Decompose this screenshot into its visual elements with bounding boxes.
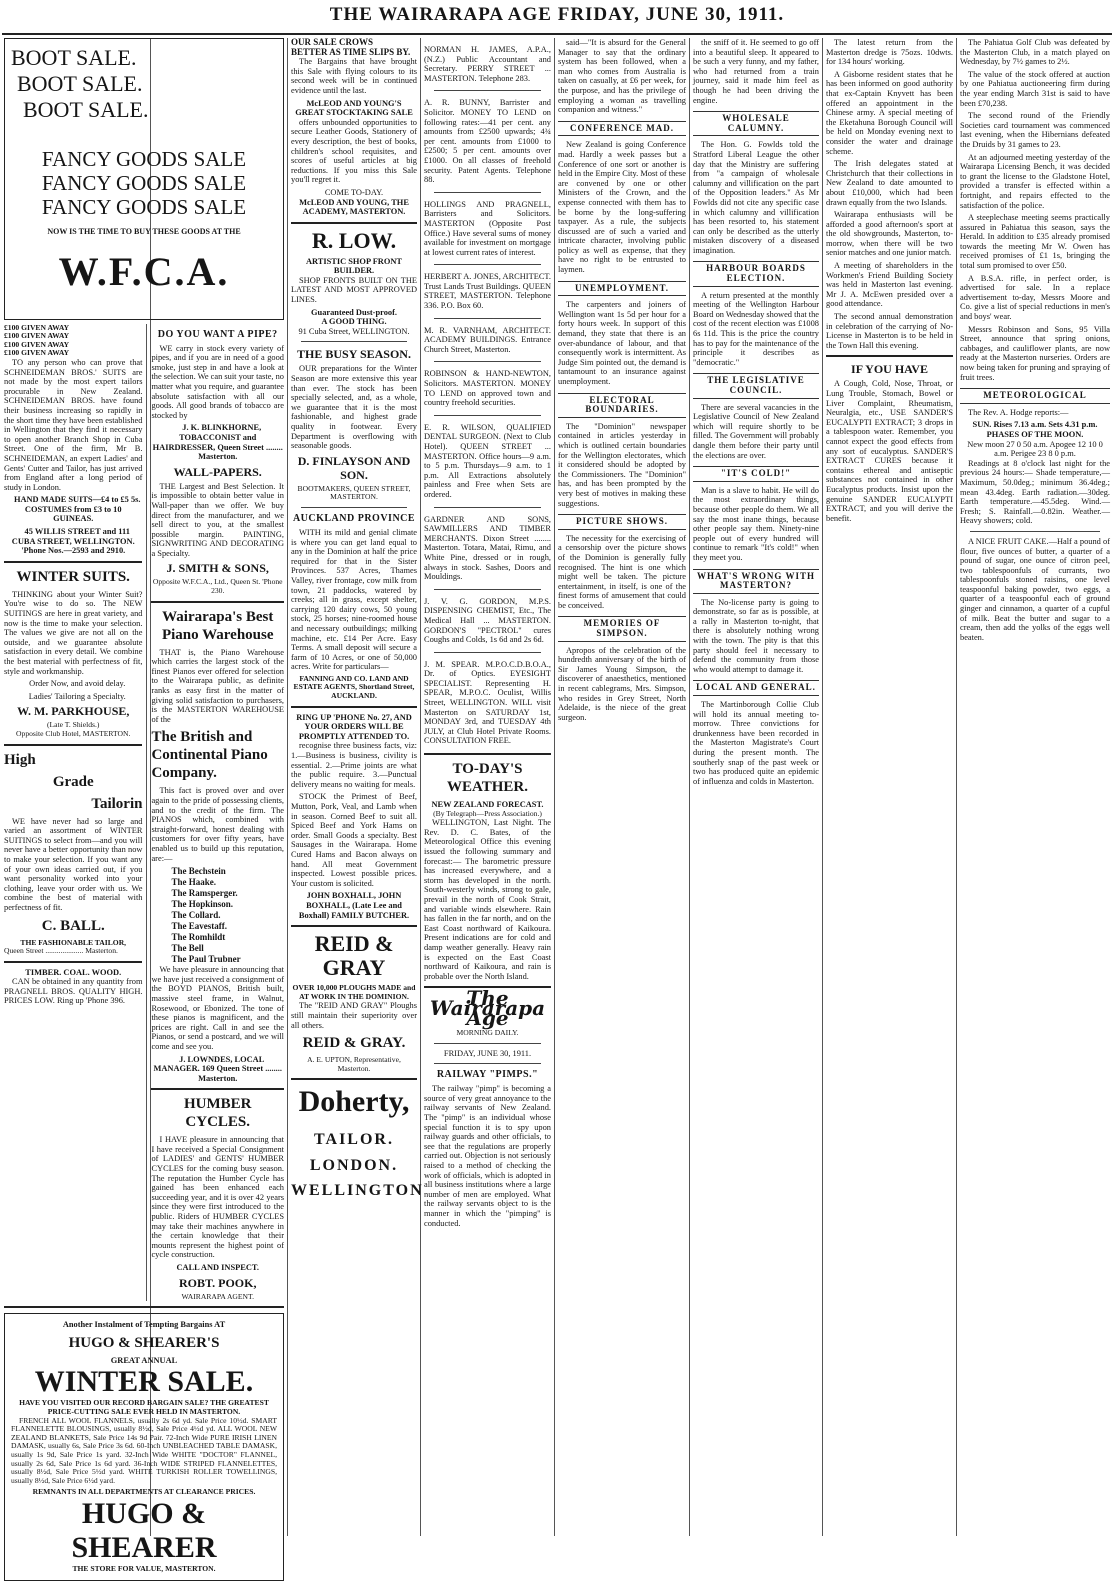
column-divider <box>956 38 957 1536</box>
order-now: Order Now, and avoid delay. <box>29 679 126 689</box>
legislative-heading: THE LEGISLATIVE COUNCIL. <box>693 373 819 398</box>
makers-body: We have pleasure in announcing that we have just received a consignment of the BOYD PIANOS, British built, massive steel frame, in Walnut, Rosewood, or Ebonized. The tone of these pianos is magnificent, and the prices are right. Call in and see the Pianos, or send a postcard, and we will come and see you. <box>151 965 284 1051</box>
dust-proof: Guaranteed Dust-proof. <box>311 307 397 317</box>
winter-suits-heading: WINTER SUITS. <box>16 568 130 585</box>
sun-times: SUN. Rises 7.13 a.m. Sets 4.31 p.m. <box>972 420 1098 430</box>
col8-body-7: Messrs Robinson and Sons, 95 Villa Street, announce that spring onions, cabbages, and cauliflower plants, are now ready at the Masterton nurseries. Orders are now being taken for pruning and spraying of fruit trees. <box>960 324 1110 382</box>
column-4 <box>558 38 686 1536</box>
meteorological-heading: METEOROLOGICAL <box>960 388 1110 404</box>
card-spear: J. M. SPEAR. M.P.O.C.D.B.O.A., Dr. of Optics. EYESIGHT SPECIALIST. Representing H. SPEAR, M.P.O.C. Oculist, Willis Street, WELLINGTON. WILL visit Masterton on SATURDAY 1st, MONDAY 3rd, and TUESDAY 4th JULY, at Club Hotel Private Rooms. CONSULTATION FREE. <box>424 659 551 746</box>
card-gordon: J. V. G. GORDON, M.P.S. DISPENSING CHEMIST, Etc., The Medical Hall ... MASTERTON. GORDON'S "PECTROL" cures Coughs and Colds, 1s 6d and 2s 6d. <box>424 596 551 645</box>
mcleod-heading: McLEOD AND YOUNG'S GREAT STOCKTAKING SALE <box>295 98 413 118</box>
ring-body: recognise three business facts, viz: 1.—Business is business, civility is essential. 2.—Prime joints are what the public require. 3.—Punctual delivery means no waiting for meals. <box>291 741 417 789</box>
boxhall-body: STOCK the Primest of Beef, Mutton, Pork, Veal, and Lamb when in season. Corned Beef to suit all. Spiced Beef and York Hams on order. Small Goods a specialty. Best Sausages in the Wairarapa. Home Cured Hams and Bacon always on hand. All meat Government inspected. Lowest possible prices. Your custom is solicited. <box>291 792 417 888</box>
giveaway-line: £100 GIVEN AWAY <box>4 339 70 349</box>
wellington: WELLINGTON <box>291 1182 424 1200</box>
sander-body: A Cough, Cold, Nose, Throat, or Lung Trouble, Stomach, Bowel or Liver Complaint, Rheumatism, Neuralgia, etc., USE SANDER'S EUCALYPTI EXTRACT; 3 drops in a tablespoon water. Remember, you cannot expect the good effects from any sort of eucalyptus. SANDER'S EXTRACT CURES because it contains ethereal and antiseptic substances not contained in other Eucalyptus products. Insist upon the genuine SANDER EUCALYPTI EXTRACT, and you will derive the benefit. <box>826 379 953 523</box>
column-divider <box>287 38 288 1536</box>
calumny-heading: WHOLESALE CALUMNY. <box>693 111 819 136</box>
card-varnham: M. R. VARNHAM, ARCHITECT. ACADEMY BUILDINGS. Entrance Church Street, Masterton. <box>424 325 551 354</box>
fruit-cake: A NICE FRUIT CAKE.—Half a pound of flour, five ounces of butter, a quarter of a pound of sugar, one ounce of citron peel, two tablespoonfuls of currants, two tablespoonfuls stoned raisins, one level teaspoonful baking powder, two eggs, a quarter of a teaspoonful each of ground ginger and cinnamon, a quarter of a cupful of milk. Beat the butter and sugar to a cream, then add the yolks of the eggs well beaten. <box>960 536 1110 642</box>
column-2 <box>291 37 424 1536</box>
picture-heading: PICTURE SHOWS. <box>558 514 686 530</box>
wallpapers-heading: WALL-PAPERS. <box>173 464 262 479</box>
timber-heading: TIMBER. COAL. WOOD. <box>25 967 122 977</box>
better-as-time: BETTER AS TIME SLIPS BY. <box>291 46 411 57</box>
mcleod-body: offers unbounded opportunities to secure Leather Goods, Stationery of every description, the best of books, children's school requisites, and scores of useful articles at big reductions. If you miss this Sale you'll regret it. <box>291 117 417 185</box>
card-wilson: E. R. WILSON, QUALIFIED DENTAL SURGEON. (Next to Club Hotel). QUEEN STREET ... MASTERTON. Office hours—9 a.m. to 5 p.m. Thursdays—9 a.m. to 1 p.m. All Extractions absolutely painless and Free when Sets are ordered. <box>424 422 551 499</box>
masterton-body: The No-license party is going to demonstrate, so far as is possible, at a rally in Masterton to-night, that there is absolutely nothing wrong with the town. The pity is that this party should feel it necessary to defend the community from those who would attempt to damage it. <box>693 597 819 674</box>
auckland-heading: AUCKLAND PROVINCE <box>292 512 416 524</box>
paper-sub: MORNING DAILY. <box>456 1028 519 1038</box>
unemployment-heading: UNEMPLOYMENT. <box>558 281 686 297</box>
parkhouse-address: Opposite Club Hotel, MASTERTON. <box>16 728 131 738</box>
grade-heading: Grade <box>52 773 94 790</box>
fancy-goods-line: FANCY GOODS SALE <box>41 171 247 195</box>
wallpapers-body: THE Largest and Best Selection. It is impossible to obtain better value in Wall-paper than we offer. We buy direct from the manufacturer, and we sell direct to you, at the smallest possible margin. PAINTING, SIGNWRITING AND DECORATING a Specialty. <box>151 481 284 558</box>
card-hollings: HOLLINGS AND PRAGNELL, Barristers and Solicitors. MASTERTON (Opposite Post Office.) Have several sums of money available for investment on mortgage at lowest current rates of interest. <box>424 199 551 257</box>
hugo-shearer-advert <box>4 1313 284 1580</box>
col7-body-3: Wairarapa enthusiasts will be afforded a good afternoon's sport at the old showgrounds, Masterton, to-morrow, when there will be two senior matches and one junior match. <box>826 210 953 258</box>
now-is-the-time: NOW IS THE TIME TO BUY THESE GOODS AT THE <box>47 227 241 236</box>
simpson-heading: MEMORIES OF SIMPSON. <box>558 616 686 641</box>
fancy-goods-line: FANCY GOODS SALE <box>41 195 247 219</box>
schneideman-address: 45 WILLIS STREET and 111 CUBA STREET, WELLINGTON. 'Phone Nos.—2593 and 2910. <box>11 527 135 556</box>
smith-name: J. SMITH & SONS, <box>166 561 269 576</box>
column-1 <box>4 38 284 1573</box>
great-annual: GREAT ANNUAL <box>110 1355 178 1365</box>
column-divider <box>554 38 555 1536</box>
remnants: REMNANTS IN ALL DEPARTMENTS AT CLEARANCE PRICES. <box>32 1487 256 1497</box>
masthead: THE WAIRARAPA AGE FRIDAY, JUNE 30, 1911. <box>329 4 785 25</box>
wfca-logo: W.F.C.A. <box>58 248 230 294</box>
col5-intro: said—"It is absurd for the General Manager to say that the ordinary system has been followed, when a man who comes from Australia is taken on casually, at £6 per week, for the purpose, and has the privilege of employing a woman as travelling companion and witness." <box>558 38 686 115</box>
blinkhorne: J. K. BLINKHORNE, TOBACCONIST and HAIRDRESSER, Queen Street ........ Masterton. <box>152 423 283 462</box>
fanning: FANNING AND CO. LAND AND ESTATE AGENTS, Shortland Street, AUCKLAND. <box>293 673 415 701</box>
ball-sub: THE FASHIONABLE TAILOR, <box>20 937 127 947</box>
moon-phases-heading: PHASES OF THE MOON. <box>986 429 1084 439</box>
lowndes: J. LOWNDES, LOCAL MANAGER. 169 Queen Street ........ Masterton. <box>153 1054 282 1083</box>
col7-body-4: A meeting of shareholders in the Workmen's Friend Building Society was held in Masterton last evening. Mr J. A. McEwen presided over a good attendance. <box>826 261 953 309</box>
parkhouse-sub: (Late T. Shields.) <box>47 720 100 730</box>
local-heading: LOCAL AND GENERAL. <box>693 680 819 696</box>
pipe-heading: DO YOU WANT A PIPE? <box>157 328 278 340</box>
picture-body: The necessity for the exercising of a censorship over the picture shows of the Dominion is generally fully recognised. The hint is one which might well be taken. The picture entertainment, in itself, is one of the finest forms of amusement that could be conceived. <box>558 533 686 610</box>
good-thing: A GOOD THING. <box>321 317 387 327</box>
col8-body-1: The Pahiatua Golf Club was defeated by the Masterton Club, in a match played on Wednesday, by 7½ games to 2½. <box>960 38 1110 67</box>
cuba-street: 91 Cuba Street, WELLINGTON. <box>298 326 410 336</box>
col7-body-2: The Irish delegates stated at Christchurch that their collections in New Zealand to date amounted to about £10,000, which had been drawn equally from the two Islands. <box>826 159 953 207</box>
wfca-advert <box>4 38 284 320</box>
mcleod-name: McLEOD AND YOUNG, THE ACADEMY, MASTERTON. <box>299 197 409 217</box>
col7-intro: The latest return from the Masterton dredge is 75ozs. 10dwts. for 134 hours' working. <box>826 38 953 67</box>
low-name: R. LOW. <box>311 227 397 253</box>
hugo-items: FRENCH ALL WOOL FLANNELS, usually 2s 6d yd. Sale Price 10½d. SMART FLANNELETTE BLOUSINGS, usually 8½d, Sale Price 4½d yd. ALL WOOL NEW ZEALAND BLANKETS, Sale Price 14s 9d Pair. 72-Inch Wide PURE IRISH LINEN DAMASK, usually 6s, Sale Price 3s 6d. 60-Inch UNBLEACHED TABLE DAMASK, usually 1s 9d, Sale Price 1s yard. 32-Inch Wide WHITE "DOCTOR" FLANNEL, usually 2s 6d, Sale Price 1s 6d yard. 36-Inch WIDE STRIPED FLANNELETTES, usually 8½d, Sale Price 5½d yard. WHITE TURKISH ROLLER TOWELLINGS, usually 8½d, Sale Price 6½d yard. <box>11 1415 277 1485</box>
reid-gray-heading: REID & GRAY <box>314 931 394 981</box>
local-body: The Martinborough Collie Club will hold its annual meeting to-morrow. Three convictions for drunkenness have been recorded in the Masterton Magistrate's Court during the present month. The southerly snap of the past week or two has produced quite an epidemic of influenza and colds in Masterton. <box>693 700 819 786</box>
column-3 <box>424 38 551 1536</box>
auckland-body: WITH its mild and genial climate is where you can get land equal to any in the Dominion at half the price required for that in the Sister Provinces. 537 Acres, Thames Valley, river frontage, cow milk from town, 21 paddocks, watered by creeks; all in grass, except shelter, carrying 120 dairy cows, 50 young stock, 25 horses; nine-roomed house and necessary outbuildings; milking machine, etc. £14 Per Acre. Easy Terms. A small deposit will secure a farm of 10 Acres, or one of 50,000 acres. Write for particulars— <box>291 527 417 672</box>
readings: Readings at 8 o'clock last night for the previous 24 hours:— Shade temperature,—Maximum, 50.0deg.; minimum 36.4deg.; mean 43.4deg. Earth radiation.—30deg. Earth temperature.—45.5deg. Wind.—Fresh; S. Rainfall.—0.82in. Weather.—Heavy showers; cold. <box>960 458 1110 526</box>
conference-body: New Zealand is going Conference mad. Hardly a week passes but a Conference of one sort or another is held in the Empire City. Most of these are convened by one or other Ministers of the Crown, and the expense connected with them has to be borne by the long-suffering taxpayer. As a rule, the subjects discussed are of such a varied and intricate character, involving public policy as well as expense, that they have no right to be entrusted to laymen. <box>558 140 686 275</box>
hugo-name: HUGO & SHEARER'S <box>68 1334 220 1351</box>
met-by: The Rev. A. Hodge reports:— <box>968 407 1069 417</box>
upton: A. E. UPTON, Representative, Masterton. <box>307 1055 401 1073</box>
hugo-intro: Another Instalment of Tempting Bargains AT <box>62 1320 226 1330</box>
tailorin-heading: Tailorin <box>91 795 143 812</box>
card-gardner: GARDNER AND SONS, SAWMILLERS AND TIMBER MERCHANTS. Dixon Street ........ Masterton. Totara, Matai, Rimu, and White Pine, dressed or in rough, always in stock. Sashes, Doors and Mouldings. <box>424 514 551 582</box>
ball-address: Queen Street .................... Masterton. <box>4 946 118 956</box>
winter-sale-heading: WINTER SALE. <box>34 1365 254 1399</box>
smith-address: Opposite W.F.C.A., Ltd., Queen St. 'Phone 230. <box>152 577 283 596</box>
giveaway-line: £100 GIVEN AWAY <box>4 322 70 332</box>
card-bunny: A. R. BUNNY, Barrister and Solicitor. MONEY TO LEND on following rates:—41 per cent. any amounts from £2500 upwards; 4¾ per cent. amounts from £1000 to £2500; 5 per cent. amounts over £1000. On all classes of freehold security. Patent Agents. Telephone 88. <box>424 98 551 185</box>
col7-body-5: The second annual demonstration in celebration of the carrying of No-License in Masterton is to be held in the Town Hall this evening. <box>826 312 953 350</box>
store-for-value: THE STORE FOR VALUE, MASTERTON. <box>72 1563 216 1573</box>
piano-body: THAT is, the Piano Warehouse which carries the largest stock of the finest Pianos ever offered for selection to the Wairarapa public, as definite ranks as easy first in the matter of giving solid satisfaction to purchasers, is the MASTERTON WAREHOUSE of the <box>151 647 284 724</box>
humber-body: I HAVE pleasure in announcing that I have received a Special Consignment of LADIES' and GENTS' HUMBER CYCLES for the coming busy season. The reputation the Humber Cycle has gained has been enhanced each succeeding year, and it is over 42 years since they were first introduced to the public. Riders of HUMBER CYCLES may take their machines anywhere in the certain knowledge that their mounts represent the highest point of cycle construction. <box>151 1135 284 1260</box>
col1-right <box>146 324 284 1302</box>
pook-name: ROBT. POOK, <box>179 1275 257 1290</box>
tailor: TAILOR. <box>314 1131 394 1149</box>
schneideman-prices: HAND MADE SUITS—£4 to £5 5s. COSTUMES from £3 to 10 GUINEAS. <box>13 495 141 524</box>
crows-body: The Bargains that have brought this Sale with flying colours to its second week will be in continued evidence until the last. <box>291 57 417 95</box>
finlayson-sub: BOOTMAKERS, QUEEN STREET, MASTERTON. <box>297 483 411 502</box>
column-divider <box>689 38 690 1536</box>
card-jones: HERBERT A. JONES, ARCHITECT. Trust Lands Trust Buildings. QUEEN STREET, MASTERTON. Telephone 336. P.O. Box 60. <box>424 272 551 311</box>
col8-body-6: A B.S.A. rifle, in perfect order, is advertised for sale. In a replace advertisement to-day, Messrs Moore and Co. give a list of special reductions in men's and boys' wear. <box>960 273 1110 322</box>
weather-body: WELLINGTON, Last Night. The Rev. D. C. Bates, of the Meteorological Office this evening issued the following summary and forecast:— The barometric pressure has increased everywhere, and a storm has developed in the north. South-westerly winds, strong to gale, prevail in the north of Cook Strait, and variable winds elsewhere. Rain has fallen in the far north, and on the East Coast northward of Kaikoura. Present indications are for cold and damp weather generally. Heavy rain is expected on the East Coast northward of Kaikoura, and rain is probable over the North Island. <box>424 818 551 981</box>
unemployment-body: The carpenters and joiners of Wellington want 1s 5d per hour for a forty hours week. In support of this demand, they state that there is an over-abundance of labour, and that consequently work is intermittent. As Judge Sim pointed out, the demand is tantamount to an insurance against unemployment. <box>558 300 686 386</box>
hugo-shearer-big: HUGO & SHEARER <box>71 1496 217 1564</box>
masthead-rule <box>2 33 1112 35</box>
visited-line: HAVE YOU VISITED OUR RECORD BARGAIN SALE? THE GREATEST PRICE-CUTTING SALE EVER HELD IN MASTERTON. <box>19 1398 269 1416</box>
high-heading: High <box>4 751 36 768</box>
reid-body: OVER 10,000 PLOUGHS MADE and AT WORK IN THE DOMINION. <box>292 983 416 1001</box>
ladies-tailoring: Ladies' Tailoring a Specialty. <box>28 691 126 701</box>
winter-suits-body: THINKING about your Winter Suit? You're wise to do so. The NEW SUITINGS are here in great variety, and now is the time to make your selection. The values we give are not all on the outside, and we guarantee absolute satisfaction in every detail. We combine the best material with perfectness of fit, style and workmanship. <box>4 589 143 676</box>
come-today: COME TO-DAY. <box>324 187 384 197</box>
calumny-body: The Hon. G. Fowlds told the Stratford Liberal League the other day that the Ministry are suffering from "a campaign of wholesale calumny and villification on the part of the Opposition leaders." As Mr Fowlds did not cite any specific case in which calumny and villification has been resorted to, his statement can only be described as the utterly mistaken discovery of a diseased imagination. <box>693 140 819 255</box>
boot-sale-line: BOOT SALE. <box>11 45 137 70</box>
harbour-heading: HARBOUR BOARDS ELECTION. <box>693 261 819 286</box>
legislative-body: There are several vacancies in the Legislative Council of New Zealand which will require shortly to be filled. The Government will probably dangle them before their party until the elections are over. <box>693 402 819 460</box>
finlayson-name: D. FINLAYSON AND SON. <box>297 453 411 482</box>
ball-name: C. BALL. <box>41 917 105 934</box>
busy-season: THE BUSY SEASON. <box>297 347 411 362</box>
simpson-body: Apropos of the celebration of the hundredth anniversary of the birth of Sir James Young Simpson, the discoverer of anaesthetics, mentioned in recent cablegrams, Mrs. Simpson, who resides in Grey Street, North Adelaide, is the niece of the great surgeon. <box>558 645 686 722</box>
col8-body-3: The second round of the Friendly Societies card tournament was commenced last evening, when the Hibernians defeated the Druids by 31 games to 23. <box>960 111 1110 149</box>
pook-sub: WAIRARAPA AGENT. <box>181 1291 255 1301</box>
moon-table: New moon 27 0 50 a.m. Apogee 12 10 0 a.m. Perigee 23 8 0 p.m. <box>967 439 1103 459</box>
low-body: SHOP FRONTS BUILT ON THE LATEST AND MOST APPROVED LINES. <box>291 275 417 305</box>
schneideman-body: TO any person who can prove that SCHNEIDEMAN BROS.' SUITS are not made by the most expert tailors procurable in New Zealand. SCHNEIDEMAN BROS. have found their business increasing so rapidly in the short time they have been established in Wellington that they find it necessary to open another Branch Shop in Cuba Street. One of the firm, Mr B. SCHNEIDEMAN, an expert Ladies' and Gents' Cutter and Tailor, has just arrived from England after a long period of study in London. <box>4 357 143 492</box>
weather-sub: NEW ZEALAND FORECAST. <box>431 800 544 810</box>
column-divider <box>822 38 823 1536</box>
cold-body: Man is a slave to habit. He will do the most extraordinary things, because other people do them. We all say the most inane things, because other people say them. Ninety-nine people out of every hundred will continue to remark "It's cold!" when they meet you. <box>693 485 819 562</box>
col7-body-1: A Gisborne resident states that he has been informed on good authority that ex-Captain Knyvett has been offered an appointment in the Chinese army. A special meeting of the Eketahuna Borough Council will be held on Monday evening next to consider the water and drainage scheme. <box>826 69 953 156</box>
timber-body: CAN be obtained in any quantity from PRAGNELL BROS. QUALITY HIGH. PRICES LOW. Ring up 'Phone 396. <box>4 977 143 1006</box>
column-5 <box>693 38 819 1536</box>
london: LONDON. <box>309 1156 399 1174</box>
electoral-heading: ELECTORAL BOUNDARIES. <box>558 393 686 418</box>
piano-warehouse-heading: Wairarapa's Best Piano Warehouse <box>161 608 274 643</box>
british-continental: The British and Continental Piano Company. <box>151 729 268 782</box>
weather-heading: TO-DAY'S WEATHER. <box>447 761 528 796</box>
low-sub: ARTISTIC SHOP FRONT BUILDER. <box>305 256 403 276</box>
boot-sale-line: BOOT SALE. <box>17 71 143 96</box>
reid-body-2: The "REID AND GRAY" Ploughs still maintain their superiority over all others. <box>291 1001 417 1030</box>
paper-date: FRIDAY, JUNE 30, 1911. <box>443 1048 532 1058</box>
busy-body: OUR preparations for the Winter Season are more extensive this year than ever. The stock has been specially selected, and, as a whole, we guarantee that it is the most fashionable, and highest grade quality in footwear. Every Department is overflowing with seasonable goods. <box>291 364 417 451</box>
piano-makers: The Bechstein The Haake. The Ramsperger. The Hopkinson. The Collard. The Eavestaff. The Romhildt The Bell The Paul Trubner <box>171 866 241 965</box>
ring-up: RING UP 'PHONE No. 27, AND YOUR ORDERS WILL BE PROMPTLY ATTENDED TO. <box>296 712 412 741</box>
doherty: Doherty, <box>298 1085 410 1119</box>
boot-sale-line: BOOT SALE. <box>23 97 149 122</box>
conference-heading: CONFERENCE MAD. <box>558 121 686 137</box>
sale-crows: OUR SALE CROWS <box>291 37 374 47</box>
humber-heading: HUMBER CYCLES. <box>183 1096 252 1131</box>
if-you-have: IF YOU HAVE <box>851 362 928 377</box>
col6-intro: the sniff of it. He seemed to go off into a beautiful sleep. It appeared to be such a very funny, and my father, who had returned from a train journey, said it made him feel as though he had been driving the engine. <box>693 38 819 105</box>
reid-gray-2: REID & GRAY. <box>302 1035 406 1052</box>
call-inspect: CALL AND INSPECT. <box>176 1263 259 1272</box>
col1-left <box>4 324 142 1302</box>
col8-body-5: A steeplechase meeting seems practically assured in Pahiatua this season, says the Herald. In addition to £35 already promised towards the meeting Mr W. Owen has received promises of £1 1s, bringing the total sum promised to over £50. <box>960 213 1110 271</box>
giveaway-line: £100 GIVEN AWAY <box>4 348 70 358</box>
pimps-heading: RAILWAY "PIMPS." <box>436 1069 539 1081</box>
pimps-body: The railway "pimp" is becoming a source of very great annoyance to the railway servants of New Zealand. The "pimp" is an individual whose special function it is to spy upon railway guards and other officials, to see that the regulations are properly carried out. Objection is not seriously raised to a method of checking the work of officials, which is adopted in all business institutions where a large number of men are employed. What the railway servants object to is the manner in which the "pimping" is conducted. <box>424 1084 551 1228</box>
harbour-body: A return presented at the monthly meeting of the Wellington Harbour Board on Wednesday showed that the cost of the recent election was £1008 6s 11d. This is the price the country has to pay for the maintenance of the principle it describes as "democratic." <box>693 290 819 367</box>
card-robinson: ROBINSON & HAND-NEWTON, Solicitors. MASTERTON. MONEY TO LEND on approved town and country freehold securities. <box>424 369 551 408</box>
tailorin-body: WE have never had so large and varied an assortment of WINTER SUITINGS to select from—and you will never have a better opportunity than now to make your selection. If you want any of your own ideas carried out, if you want personality worked into your clothing, leave your order with us. We combine the best of material with perfectness of fit. <box>4 816 143 912</box>
british-body: This fact is proved over and over again to the pride of possessing clients, and to the credit of the firm. The PIANOS which, combined with straight-forward, honest dealing with customers for over fifty years, have enabled us to build up this reputation, are:— <box>151 786 284 863</box>
column-divider <box>420 38 421 1536</box>
col8-body-2: The value of the stock offered at auction by one Pahiatua auctioneering firm during the year ending March 31st is said to have been £70,238. <box>960 69 1110 108</box>
weather-by: (By Telegraph—Press Association.) <box>433 808 542 818</box>
boxhall-name: JOHN BOXHALL, JOHN BOXHALL, (Late Lee and Boxhall) FAMILY BUTCHER. <box>298 891 410 920</box>
pipe-body: WE carry in stock every variety of pipes, and if you are in need of a good smoke, just step in and have a look at the selection. We can suit your taste, no matter what you require, and guarantee absolute satisfaction with all our goods. All good brands of tobacco are stocked by <box>151 343 284 420</box>
cold-heading: "IT'S COLD!" <box>693 466 819 482</box>
column-6 <box>826 38 953 1536</box>
masterton-heading: WHAT'S WRONG WITH MASTERTON? <box>693 569 819 594</box>
giveaway-line: £100 GIVEN AWAY <box>4 331 70 341</box>
col8-body-4: At an adjourned meeting yesterday of the Wairarapa Licensing Bench, it was decided to grant the license to the Gladstone Hotel, provided a transfer is effected within a fortnight, and repairs effected to the satisfaction of the police. <box>960 152 1110 210</box>
paper-title: The Wairarapa Age <box>429 986 546 1030</box>
parkhouse-name: W. M. PARKHOUSE, <box>17 704 130 719</box>
card-james: NORMAN H. JAMES, A.P.A., (N.Z.) Public Accountant and Secretary. PERRY STREET ... MASTERTON. Telephone 283. <box>424 45 551 83</box>
fancy-goods-line: FANCY GOODS SALE <box>41 147 247 171</box>
column-7 <box>960 38 1110 1536</box>
electoral-body: The "Dominion" newspaper contained in articles yesterday in which is outlined certain boundaries for the Wellington electorates, which it considered should be adopted by the Commissioners. The "Dominion" has, and has been prompted by the very best of motives in making these suggestions. <box>558 421 686 508</box>
